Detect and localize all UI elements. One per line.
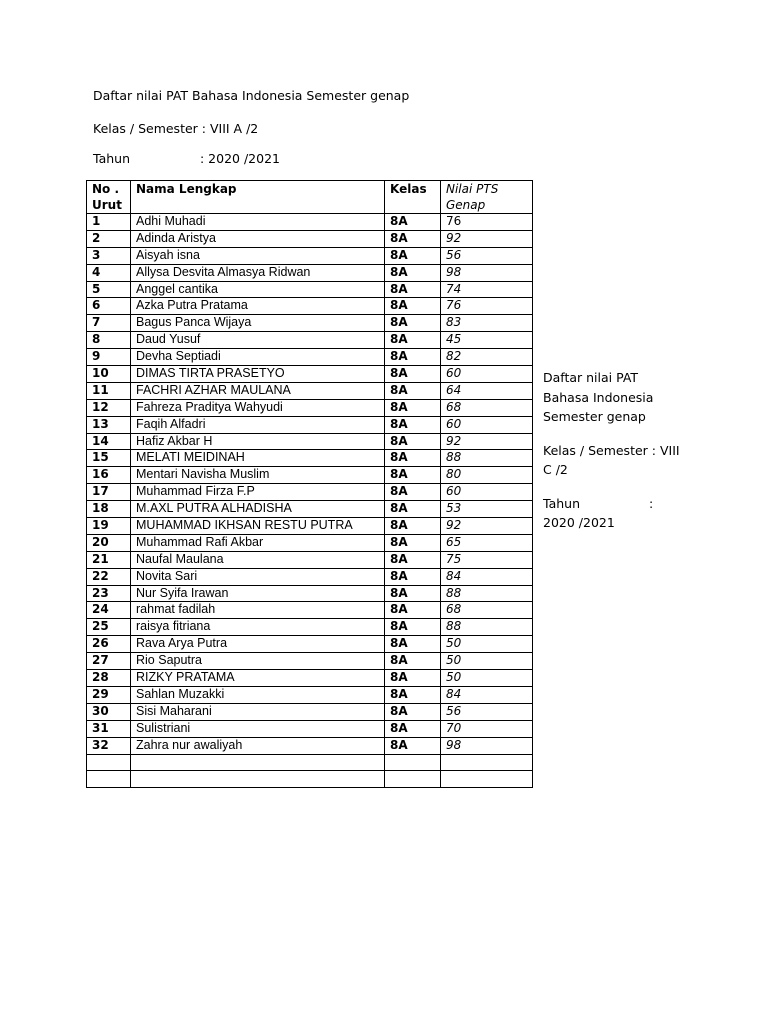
row-number: 16 <box>87 467 131 484</box>
row-kelas: 8A <box>385 484 441 501</box>
row-kelas: 8A <box>385 382 441 399</box>
student-name: Azka Putra Pratama <box>131 298 385 315</box>
row-number: 31 <box>87 720 131 737</box>
row-kelas: 8A <box>385 501 441 518</box>
row-score: 92 <box>441 518 533 535</box>
row-kelas: 8A <box>385 737 441 754</box>
row-score: 64 <box>441 382 533 399</box>
student-name: Sulistriani <box>131 720 385 737</box>
empty-table-row <box>87 771 533 788</box>
student-name: Sisi Maharani <box>131 703 385 720</box>
row-number: 29 <box>87 686 131 703</box>
student-name: Zahra nur awaliyah <box>131 737 385 754</box>
table-row <box>87 281 533 298</box>
student-name: FACHRI AZHAR MAULANA <box>131 382 385 399</box>
table-row <box>87 399 533 416</box>
row-number: 19 <box>87 518 131 535</box>
row-score: 84 <box>441 568 533 585</box>
row-kelas: 8A <box>385 416 441 433</box>
row-kelas: 8A <box>385 247 441 264</box>
student-name: Aisyah isna <box>131 247 385 264</box>
table-row <box>87 450 533 467</box>
row-number: 23 <box>87 585 131 602</box>
table-row <box>87 230 533 247</box>
student-name: Anggel cantika <box>131 281 385 298</box>
row-kelas: 8A <box>385 366 441 383</box>
row-score: 80 <box>441 467 533 484</box>
row-kelas: 8A <box>385 349 441 366</box>
row-kelas: 8A <box>385 433 441 450</box>
student-name: DIMAS TIRTA PRASETYO <box>131 366 385 383</box>
student-name: Faqih Alfadri <box>131 416 385 433</box>
table-row <box>87 670 533 687</box>
row-kelas: 8A <box>385 230 441 247</box>
student-name: Adhi Muhadi <box>131 214 385 231</box>
table-row <box>87 568 533 585</box>
header-nilai: Nilai PTS Genap <box>441 181 533 214</box>
row-number: 28 <box>87 670 131 687</box>
row-kelas: 8A <box>385 703 441 720</box>
row-number: 25 <box>87 619 131 636</box>
row-kelas: 8A <box>385 298 441 315</box>
row-number: 20 <box>87 534 131 551</box>
row-score: 88 <box>441 450 533 467</box>
row-kelas: 8A <box>385 551 441 568</box>
row-number: 27 <box>87 653 131 670</box>
header-no-urut: No . Urut <box>87 181 131 214</box>
row-score: 68 <box>441 399 533 416</box>
row-score: 98 <box>441 737 533 754</box>
row-score: 76 <box>441 298 533 315</box>
row-number: 26 <box>87 636 131 653</box>
row-kelas: 8A <box>385 214 441 231</box>
empty-cell <box>385 754 441 771</box>
table-row <box>87 349 533 366</box>
side-note-year-label: Tahun <box>543 495 580 511</box>
row-number: 1 <box>87 214 131 231</box>
empty-cell <box>385 771 441 788</box>
row-score: 53 <box>441 501 533 518</box>
row-kelas: 8A <box>385 602 441 619</box>
table-row <box>87 518 533 535</box>
student-name: MELATI MEIDINAH <box>131 450 385 467</box>
side-note-title: Daftar nilai PAT Bahasa Indonesia Semester genap <box>543 370 654 424</box>
row-kelas: 8A <box>385 619 441 636</box>
row-kelas: 8A <box>385 518 441 535</box>
row-kelas: 8A <box>385 281 441 298</box>
table-row <box>87 214 533 231</box>
row-score: 60 <box>441 366 533 383</box>
row-number: 12 <box>87 399 131 416</box>
table-row <box>87 467 533 484</box>
row-number: 13 <box>87 416 131 433</box>
row-kelas: 8A <box>385 332 441 349</box>
table-row <box>87 433 533 450</box>
row-kelas: 8A <box>385 450 441 467</box>
row-score: 76 <box>441 214 533 231</box>
table-row <box>87 720 533 737</box>
row-score: 60 <box>441 416 533 433</box>
empty-cell <box>87 754 131 771</box>
row-number: 32 <box>87 737 131 754</box>
student-name: raisya fitriana <box>131 619 385 636</box>
student-name: RIZKY PRATAMA <box>131 670 385 687</box>
row-score: 74 <box>441 281 533 298</box>
student-name: Nur Syifa Irawan <box>131 585 385 602</box>
row-score: 83 <box>441 315 533 332</box>
row-score: 84 <box>441 686 533 703</box>
student-name: Sahlan Muzakki <box>131 686 385 703</box>
row-score: 56 <box>441 703 533 720</box>
empty-cell <box>87 771 131 788</box>
row-kelas: 8A <box>385 670 441 687</box>
table-row <box>87 416 533 433</box>
row-number: 2 <box>87 230 131 247</box>
student-name: Muhammad Rafi Akbar <box>131 534 385 551</box>
side-note <box>543 368 683 533</box>
row-kelas: 8A <box>385 568 441 585</box>
row-number: 9 <box>87 349 131 366</box>
header-nama-lengkap: Nama Lengkap <box>131 181 385 214</box>
row-number: 24 <box>87 602 131 619</box>
row-kelas: 8A <box>385 686 441 703</box>
table-row <box>87 737 533 754</box>
empty-cell <box>131 754 385 771</box>
row-number: 21 <box>87 551 131 568</box>
student-name: Rava Arya Putra <box>131 636 385 653</box>
student-name: Novita Sari <box>131 568 385 585</box>
row-score: 82 <box>441 349 533 366</box>
year-line <box>93 151 280 166</box>
row-number: 14 <box>87 433 131 450</box>
row-number: 30 <box>87 703 131 720</box>
table-row <box>87 501 533 518</box>
student-name: MUHAMMAD IKHSAN RESTU PUTRA <box>131 518 385 535</box>
row-score: 98 <box>441 264 533 281</box>
header-kelas: Kelas <box>385 181 441 214</box>
row-number: 15 <box>87 450 131 467</box>
table-row <box>87 585 533 602</box>
student-name: Daud Yusuf <box>131 332 385 349</box>
row-number: 11 <box>87 382 131 399</box>
row-score: 45 <box>441 332 533 349</box>
side-note-year-line <box>543 494 683 514</box>
grades-table <box>86 180 533 788</box>
row-score: 68 <box>441 602 533 619</box>
row-score: 88 <box>441 585 533 602</box>
row-number: 7 <box>87 315 131 332</box>
table-row <box>87 298 533 315</box>
table-row <box>87 332 533 349</box>
row-score: 60 <box>441 484 533 501</box>
class-semester-line: Kelas / Semester : VIII A /2 <box>93 121 259 136</box>
student-name: Hafiz Akbar H <box>131 433 385 450</box>
row-number: 6 <box>87 298 131 315</box>
table-row <box>87 703 533 720</box>
student-name: rahmat fadilah <box>131 602 385 619</box>
row-number: 8 <box>87 332 131 349</box>
row-score: 92 <box>441 433 533 450</box>
student-name: Bagus Panca Wijaya <box>131 315 385 332</box>
document-title: Daftar nilai PAT Bahasa Indonesia Semester genap <box>93 88 410 103</box>
table-row <box>87 247 533 264</box>
row-score: 75 <box>441 551 533 568</box>
table-row <box>87 686 533 703</box>
row-score: 70 <box>441 720 533 737</box>
row-kelas: 8A <box>385 264 441 281</box>
student-name: Devha Septiadi <box>131 349 385 366</box>
table-row <box>87 534 533 551</box>
student-name: Allysa Desvita Almasya Ridwan <box>131 264 385 281</box>
table-row <box>87 636 533 653</box>
row-score: 50 <box>441 653 533 670</box>
row-kelas: 8A <box>385 653 441 670</box>
row-number: 3 <box>87 247 131 264</box>
empty-cell <box>441 754 533 771</box>
side-note-year-value: 2020 /2021 <box>543 515 615 530</box>
year-value: : 2020 /2021 <box>200 151 280 166</box>
table-row <box>87 653 533 670</box>
table-row <box>87 619 533 636</box>
empty-cell <box>441 771 533 788</box>
row-number: 10 <box>87 366 131 383</box>
table-header-row <box>87 181 533 214</box>
year-label: Tahun <box>93 151 130 166</box>
row-score: 65 <box>441 534 533 551</box>
empty-cell <box>131 771 385 788</box>
row-score: 50 <box>441 670 533 687</box>
table-row <box>87 484 533 501</box>
side-note-year-colon: : <box>649 495 654 511</box>
empty-table-row <box>87 754 533 771</box>
student-name: Mentari Navisha Muslim <box>131 467 385 484</box>
row-kelas: 8A <box>385 636 441 653</box>
row-number: 4 <box>87 264 131 281</box>
row-kelas: 8A <box>385 467 441 484</box>
row-score: 92 <box>441 230 533 247</box>
row-score: 88 <box>441 619 533 636</box>
table-row <box>87 315 533 332</box>
row-number: 17 <box>87 484 131 501</box>
student-name: Fahreza Praditya Wahyudi <box>131 399 385 416</box>
table-row <box>87 382 533 399</box>
side-note-class-semester: Kelas / Semester : VIII C /2 <box>543 442 680 477</box>
student-name: Muhammad Firza F.P <box>131 484 385 501</box>
student-name: Rio Saputra <box>131 653 385 670</box>
table-row <box>87 264 533 281</box>
table-row <box>87 551 533 568</box>
table-row <box>87 602 533 619</box>
row-kelas: 8A <box>385 399 441 416</box>
student-name: M.AXL PUTRA ALHADISHA <box>131 501 385 518</box>
row-kelas: 8A <box>385 534 441 551</box>
row-number: 18 <box>87 501 131 518</box>
row-number: 5 <box>87 281 131 298</box>
row-score: 50 <box>441 636 533 653</box>
row-kelas: 8A <box>385 720 441 737</box>
row-number: 22 <box>87 568 131 585</box>
table-row <box>87 366 533 383</box>
row-score: 56 <box>441 247 533 264</box>
row-kelas: 8A <box>385 315 441 332</box>
student-name: Naufal Maulana <box>131 551 385 568</box>
row-kelas: 8A <box>385 585 441 602</box>
student-name: Adinda Aristya <box>131 230 385 247</box>
